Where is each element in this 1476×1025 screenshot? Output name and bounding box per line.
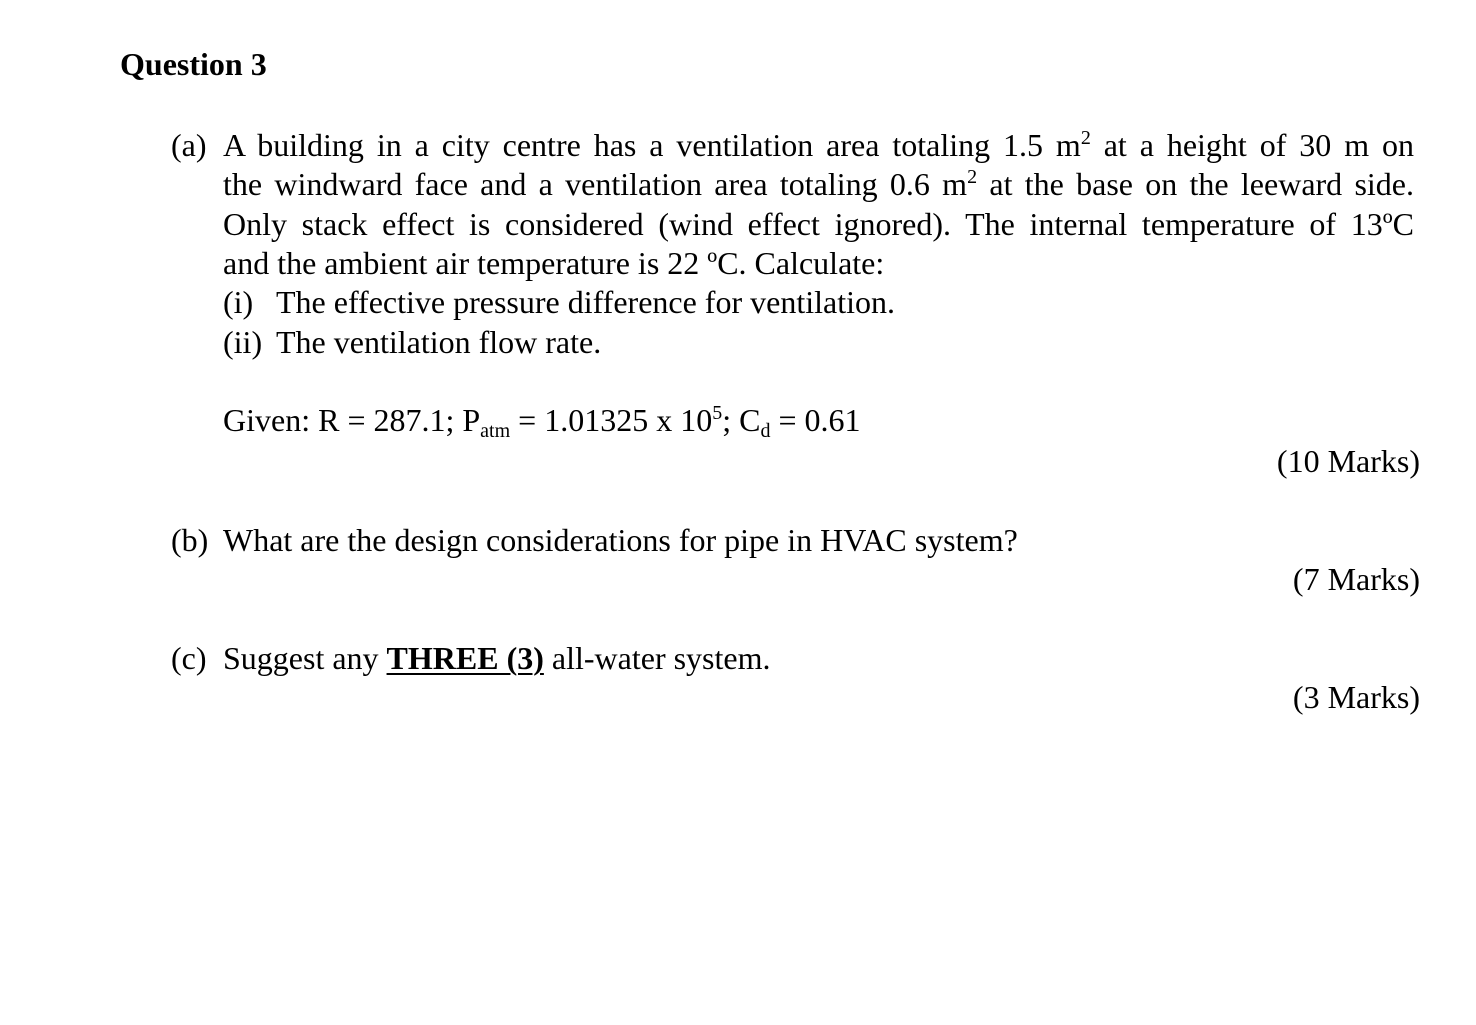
subscript-d: d xyxy=(760,420,771,442)
part-c-marks: (3 Marks) xyxy=(1292,679,1420,715)
given-text: = 0.61 xyxy=(770,402,861,438)
part-b-text: What are the design considerations for pipe in HVAC system? xyxy=(223,522,1018,558)
given-text: Given: R = 287.1; P xyxy=(223,402,481,438)
sub-question-i-label: (i) xyxy=(223,284,254,320)
sub-question-i xyxy=(223,282,895,322)
part-a-line-2-text-end: at the base on the leeward side. xyxy=(977,166,1415,202)
part-a-label: (a) xyxy=(171,127,207,163)
part-b-marks: (7 Marks) xyxy=(1292,561,1420,597)
part-a-line-1 xyxy=(223,125,1414,165)
part-a-line-2-text: the windward face and a ventilation area totaling 0.6 m xyxy=(223,166,968,202)
part-a-marks: (10 Marks) xyxy=(1276,443,1420,479)
given-text: ; C xyxy=(722,402,761,438)
question-heading: Question 3 xyxy=(120,46,267,82)
sub-question-ii-label: (ii) xyxy=(223,324,263,360)
part-c-emphasis: THREE (3) xyxy=(386,640,544,676)
part-a-line-1-text: A building in a city centre has a ventilation area totaling 1.5 m xyxy=(223,127,1081,163)
sub-question-ii xyxy=(223,322,601,362)
superscript-5: 5 xyxy=(712,402,723,424)
sub-question-i-text: The effective pressure difference for ventilation. xyxy=(276,284,895,320)
part-c-label: (c) xyxy=(171,640,207,676)
sub-question-ii-text: The ventilation flow rate. xyxy=(276,324,602,360)
part-a-line-2 xyxy=(223,164,1414,204)
part-c-text-end: all-water system. xyxy=(543,640,771,676)
part-a-line-3: Only stack effect is considered (wind effect ignored). The internal temperature of 13ºC xyxy=(223,206,1414,242)
given-values xyxy=(223,400,861,440)
part-a-line-4: and the ambient air temperature is 22 ºC. Calculate: xyxy=(223,245,885,281)
superscript-2: 2 xyxy=(1080,127,1091,149)
given-text: = 1.01325 x 10 xyxy=(510,402,713,438)
subscript-atm: atm xyxy=(480,420,511,442)
part-c-text xyxy=(223,638,770,678)
part-c-text-start: Suggest any xyxy=(223,640,387,676)
superscript-2: 2 xyxy=(967,166,978,188)
part-a-line-1-text-end: at a height of 30 m on xyxy=(1090,127,1415,163)
part-b-label: (b) xyxy=(171,522,209,558)
